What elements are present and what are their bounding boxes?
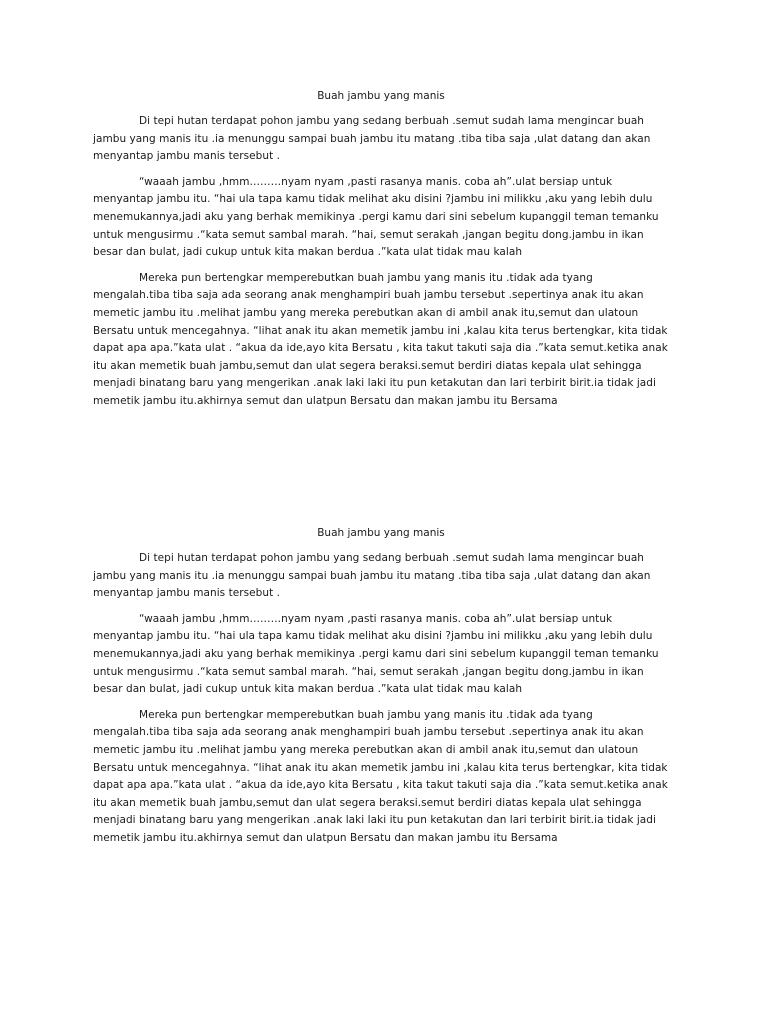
story-title: Buah jambu yang manis xyxy=(317,527,445,539)
story-title: Buah jambu yang manis xyxy=(317,90,445,102)
story-paragraph-2: “waaah jambu ,hmm………nyam nyam ,pasti rasanya manis. coba ah”.ulat bersiap untuk menyantap jambu itu. “hai ula tapa kamu tidak melihat aku disini ?jambu ini milikku ,aku yang lebih dulu menemukannya,jadi aku yang berhak memikinya .pergi kamu dari sini sebelum kupanggil teman temanku untuk mengusirmu .“kata semut sambal marah. “hai, semut serakah ,jangan begitu dong.jambu in ikan besar dan bulat, jadi cukup untuk kita makan berdua .”kata ulat tidak mau kalah xyxy=(93,175,659,259)
story-paragraph-2: “waaah jambu ,hmm………nyam nyam ,pasti rasanya manis. coba ah”.ulat bersiap untuk menyantap jambu itu. “hai ula tapa kamu tidak melihat aku disini ?jambu ini milikku ,aku yang lebih dulu menemukannya,jadi aku yang berhak memikinya .pergi kamu dari sini sebelum kupanggil teman temanku untuk mengusirmu .“kata semut sambal marah. “hai, semut serakah ,jangan begitu dong.jambu in ikan besar dan bulat, jadi cukup untuk kita makan berdua .”kata ulat tidak mau kalah xyxy=(93,612,659,696)
story-paragraph-3: Mereka pun bertengkar memperebutkan buah jambu yang manis itu .tidak ada tyang mengalah.tiba tiba saja ada seorang anak menghampiri buah jambu tersebut .sepertinya anak itu akan memetic jambu itu .melihat jambu yang mereka perebutkan akan di ambil anak itu,semut dan ulatoun Bersatu untuk mencegahnya. “lihat anak itu akan memetik jambu ini ,kalau kita terus bertengkar, kita tidak dapat apa apa.”kata ulat . “akua da ide,ayo kita Bersatu , kita takut takuti saja dia .”kata semut.ketika anak itu akan memetik buah jambu,semut dan ulat segera beraksi.semut berdiri diatas kepala ulat sehingga menjadi binatang baru yang mengerikan .anak laki laki itu pun ketakutan dan lari terbirit birit.ia tidak jadi memetik jambu itu.akhirnya semut dan ulatpun Bersatu dan makan jambu itu Bersama xyxy=(93,271,668,407)
story-paragraph-1: Di tepi hutan terdapat pohon jambu yang sedang berbuah .semut sudah lama mengincar buah jambu yang manis itu .ia menunggu sampai buah jambu itu matang .tiba tiba saja ,ulat datang dan akan menyantap jambu manis tersebut . xyxy=(93,115,651,163)
story-section-2 xyxy=(93,526,669,856)
story-paragraph-3: Mereka pun bertengkar memperebutkan buah jambu yang manis itu .tidak ada tyang mengalah.tiba tiba saja ada seorang anak menghampiri buah jambu tersebut .sepertinya anak itu akan memetic jambu itu .melihat jambu yang mereka perebutkan akan di ambil anak itu,semut dan ulatoun Bersatu untuk mencegahnya. “lihat anak itu akan memetik jambu ini ,kalau kita terus bertengkar, kita tidak dapat apa apa.”kata ulat . “akua da ide,ayo kita Bersatu , kita takut takuti saja dia .”kata semut.ketika anak itu akan memetik buah jambu,semut dan ulat segera beraksi.semut berdiri diatas kepala ulat sehingga menjadi binatang baru yang mengerikan .anak laki laki itu pun ketakutan dan lari terbirit birit.ia tidak jadi memetik jambu itu.akhirnya semut dan ulatpun Bersatu dan makan jambu itu Bersama xyxy=(93,708,668,844)
story-paragraph-1: Di tepi hutan terdapat pohon jambu yang sedang berbuah .semut sudah lama mengincar buah jambu yang manis itu .ia menunggu sampai buah jambu itu matang .tiba tiba saja ,ulat datang dan akan menyantap jambu manis tersebut . xyxy=(93,552,651,600)
story-section-1 xyxy=(93,89,669,419)
